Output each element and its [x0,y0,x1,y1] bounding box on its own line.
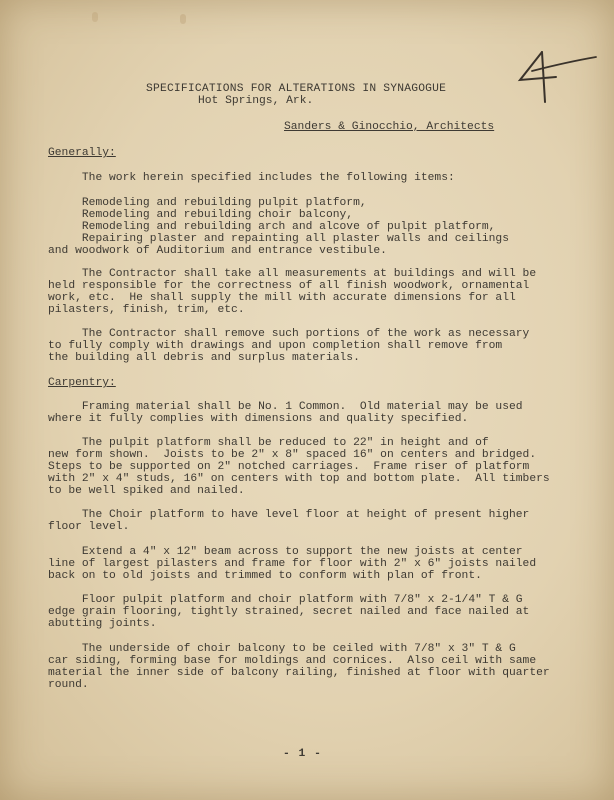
paragraph-line: with 2" x 4" studs, 16" on centers with top and bottom plate. All timbers [48,473,550,485]
paragraph-line: The Contractor shall take all measurements at buildings and will be [48,268,537,280]
paragraph-line: The Choir platform to have level floor at height of present higher [48,509,530,521]
section-heading-generally: Generally: [48,147,116,159]
scope-item: and woodwork of Auditorium and entrance vestibule. [48,245,387,257]
paragraph-line: abutting joints. [48,618,157,630]
paragraph-line: Framing material shall be No. 1 Common. Old material may be used [48,401,523,413]
paragraph-line: The underside of choir balcony to be ceiled with 7/8" x 3" T & G [48,643,516,655]
section-heading-carpentry: Carpentry: [48,377,116,389]
paragraph-line: back on to old joists and trimmed to conform with plan of front. [48,570,482,582]
paragraph-line: The pulpit platform shall be reduced to 22" in height and of [48,437,489,449]
architects-line: Sanders & Ginocchio, Architects [284,121,495,133]
punch-mark [92,12,98,22]
paragraph-line: where it fully complies with dimensions and quality specified. [48,413,469,425]
paragraph-line: round. [48,679,89,691]
scope-item: Repairing plaster and repainting all plaster walls and ceilings [48,233,509,245]
scope-item: Remodeling and rebuilding arch and alcove of pulpit platform, [48,221,496,233]
paragraph-line: pilasters, finish, trim, etc. [48,304,245,316]
paragraph-line: floor level. [48,521,130,533]
punch-mark [180,14,186,24]
handwritten-page-marker [512,44,602,104]
paragraph-line: car siding, forming base for moldings and cornices. Also ceil with same [48,655,537,667]
paragraph-line: material the inner side of balcony railing, finished at floor with quarter [48,667,550,679]
document-title: SPECIFICATIONS FOR ALTERATIONS IN SYNAGOGUE [146,83,447,95]
paragraph-line: Extend a 4" x 12" beam across to support the new joists at center [48,546,523,558]
document-location: Hot Springs, Ark. [198,95,314,107]
paragraph-line: the building all debris and surplus materials. [48,352,360,364]
paragraph-line: held responsible for the correctness of all finish woodwork, ornamental [48,280,530,292]
paragraph-line: edge grain flooring, tightly strained, secret nailed and face nailed at [48,606,530,618]
paragraph-line: Steps to be supported on 2" notched carriages. Frame riser of platform [48,461,530,473]
paragraph-line: new form shown. Joists to be 2" x 8" spaced 16" on centers and bridged. [48,449,537,461]
paragraph-line: to fully comply with drawings and upon completion shall remove from [48,340,503,352]
page-number: - 1 - [283,748,322,760]
handwritten-4-icon [512,44,602,104]
paragraph-line: Floor pulpit platform and choir platform with 7/8" x 2-1/4" T & G [48,594,523,606]
scope-item: Remodeling and rebuilding pulpit platform, [48,197,367,209]
paragraph-line: The Contractor shall remove such portions of the work as necessary [48,328,530,340]
paragraph-line: line of largest pilasters and frame for floor with 2" x 6" joists nailed [48,558,537,570]
paragraph-line: to be well spiked and nailed. [48,485,245,497]
paragraph-line: work, etc. He shall supply the mill with accurate dimensions for all [48,292,516,304]
scope-item: Remodeling and rebuilding choir balcony, [48,209,354,221]
generally-intro: The work herein specified includes the following items: [48,172,455,184]
